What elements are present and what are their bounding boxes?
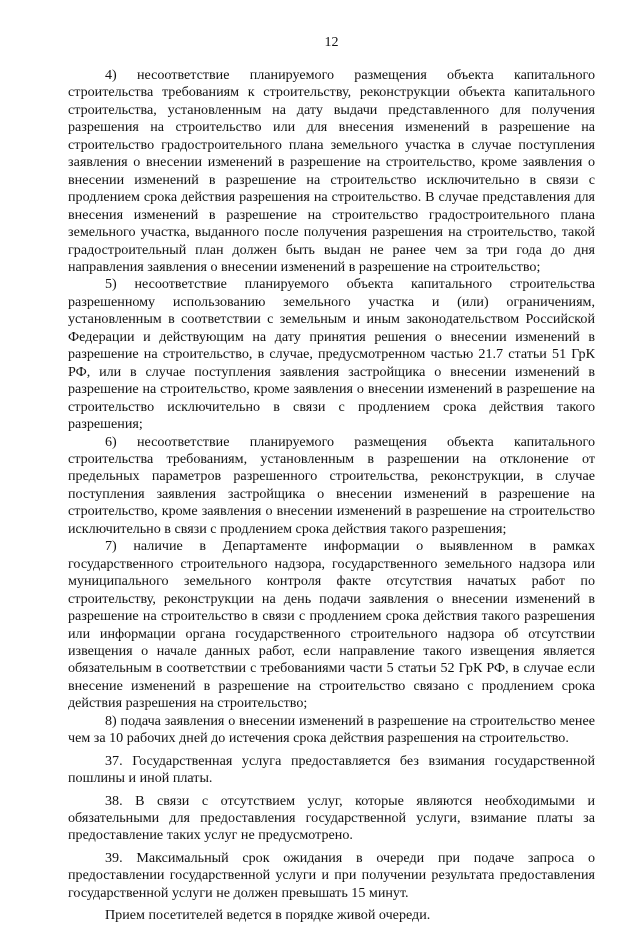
paragraph-reception: Прием посетителей ведется в порядке живой очереди. xyxy=(105,907,431,924)
paragraph-item-4: 4) несоответствие планируемого размещения объекта капитального строительства требованиям к строительству, реконструкции объекта капитального строительства, установленным на дату выдачи представленного для получения разрешения на строительство или для внесения изменений в разрешение на строительство градостроительного плана земельного участка в случае поступления заявления о внесении изменений в разрешение на строительство, кроме заявления о внесении изменений в разрешение на строительство исключительно в связи с продлением срока действия разрешения на строительство. В случае представления для внесения изменений в разрешение на строительство градостроительного плана земельного участка, выданного после получения разрешения на строительство, такой градостроительный план должен быть выдан не ранее чем за три года до дня направления заявления о внесении изменений в разрешение на строительство; xyxy=(68,67,595,275)
paragraph-item-6: 6) несоответствие планируемого размещения объекта капитального строительства требованиям, установленным в разрешении на отклонение от предельных параметров разрешенного строительства, реконструкции, в случае поступления заявления застройщика о внесении изменений в разрешение на строительство, кроме заявления о внесении изменений в разрешение на строительство исключительно в связи с продлением срока действия такого разрешения; xyxy=(68,433,595,537)
paragraph-item-8: 8) подача заявления о внесении изменений в разрешение на строительство менее чем за 10 рабочих дней до истечения срока действия разрешения на строительство. xyxy=(68,712,595,747)
paragraph-item-5: 5) несоответствие планируемого объекта капитального строительства разрешенному использованию земельного участка и (или) ограничениям, установленным в соответствии с земельным и иным законодательством Российской Федерации и действующим на дату принятия решения о внесении изменений в разрешение на строительство, в случае, предусмотренном частью 21.7 статьи 51 ГрК РФ, или в случае поступления заявления застройщика о внесении изменений в разрешение на строительство, кроме заявления о внесении изменений в разрешение на строительство исключительно в связи с продлением срока действия такого разрешения; xyxy=(68,276,595,433)
paragraph-38: 38. В связи с отсутствием услуг, которые являются необходимыми и обязательными для предоставления государственной услуги, взимание платы за предоставление таких услуг не предусмотрено. xyxy=(68,792,595,844)
paragraph-39: 39. Максимальный срок ожидания в очереди при подаче запроса о предоставлении государственной услуги и при получении результата предоставления государственной услуги не должен превышать 15 минут. xyxy=(68,849,595,901)
document-body xyxy=(68,67,595,925)
paragraph-37: 37. Государственная услуга предоставляется без взимания государственной пошлины и иной платы. xyxy=(68,752,595,787)
document-page xyxy=(68,0,595,924)
paragraph-item-7: 7) наличие в Департаменте информации о выявленном в рамках государственного строительного надзора, государственного земельного надзора или муниципального земельного контроля факте отсутствия начатых работ по строительству, реконструкции на день подачи заявления о внесении изменений в разрешение на строительство в связи с продлением срока действия такого разрешения или информации органа государственного строительного надзора об отсутствии извещения о начале данных работ, если направление такого извещения является обязательным в соответствии с требованиями части 5 статьи 52 ГрК РФ, в случае если внесение изменений в разрешение на строительство связано с продлением срока действия разрешения на строительство; xyxy=(68,538,595,712)
page-number: 12 xyxy=(324,35,339,50)
